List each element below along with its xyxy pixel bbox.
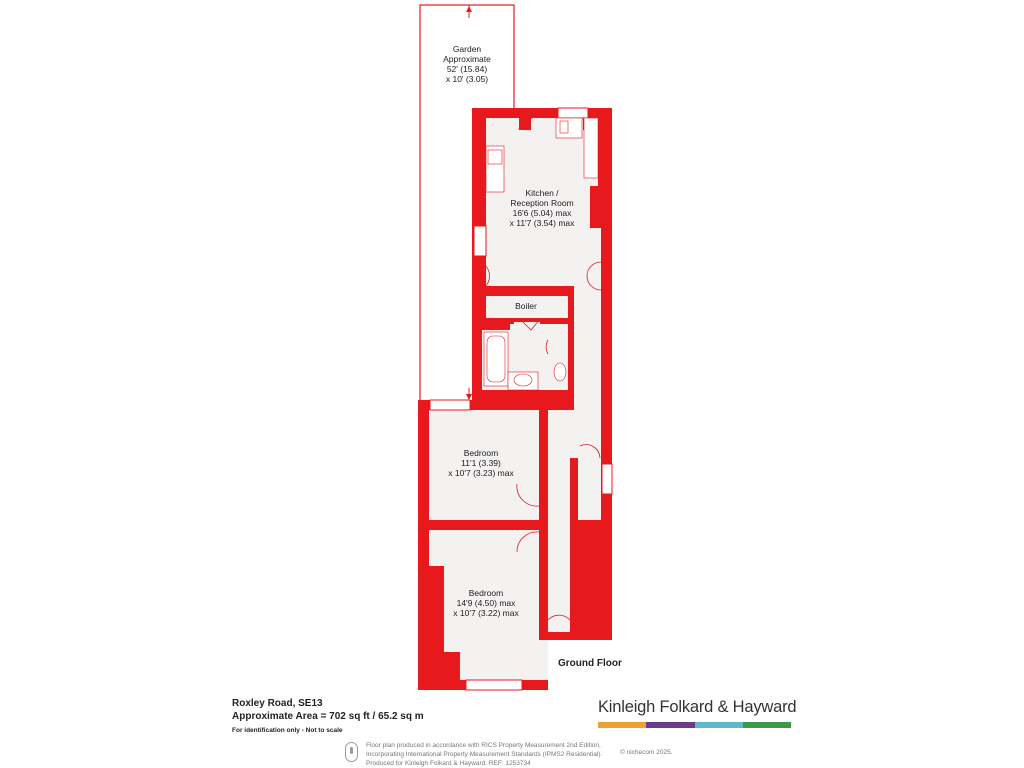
legal-line-3: Produced for Kinleigh Folkard & Hayward. REF: 1253734 [366, 760, 531, 767]
bedroom1-label [429, 448, 533, 478]
legal-line-1: Floor plan produced in accordance with RICS Property Measurement 2nd Edition, [366, 742, 601, 749]
wc-icon [554, 363, 566, 381]
brand-logo: Kinleigh Folkard & Hayward [598, 698, 797, 716]
kitchen-length: 16'6 (5.04) max [512, 208, 572, 218]
sink-icon [560, 121, 568, 133]
ipms-seal-icon [345, 742, 358, 762]
brand-bar-segment-blue [695, 722, 743, 728]
legal-line-2: Incorporating International Property Measurement Standards (IPMS2 Residential). [366, 751, 603, 758]
disclaimer: For identification only - Not to scale [232, 727, 343, 734]
bedroom2-name: Bedroom [468, 588, 504, 598]
kitchen-name-2: Reception Room [510, 198, 574, 208]
bedroom1-width: x 10'7 (3.23) max [448, 468, 514, 478]
kitchen-name: Kitchen / [525, 188, 559, 198]
garden-width: x 10' (3.05) [445, 74, 489, 84]
bedroom2-width: x 10'7 (3.22) max [453, 608, 519, 618]
hob-icon [488, 150, 502, 164]
garden-approx: Approximate [443, 54, 491, 64]
legal-notice [366, 741, 602, 768]
property-address: Roxley Road, SE13 [232, 698, 323, 709]
brand-bar-segment-purple [646, 722, 694, 728]
brand-bar-segment-orange [598, 722, 646, 728]
bedroom2-length: 14'9 (4.50) max [456, 598, 516, 608]
property-info [232, 697, 424, 737]
boiler-name: Boiler [515, 301, 537, 311]
bedroom1-length: 11'1 (3.39) [461, 458, 501, 468]
kitchen-label [486, 188, 598, 228]
garden-length: 52' (15.84) [446, 64, 488, 74]
brand-color-bar [598, 722, 791, 728]
copyright: © nichecom 2025. [620, 749, 673, 756]
bedroom2-label [434, 588, 538, 618]
brand-bar-segment-green [743, 722, 791, 728]
property-area: Approximate Area = 702 sq ft / 65.2 sq m [232, 711, 424, 722]
garden-label [420, 44, 514, 84]
boiler-label [496, 301, 556, 311]
bedroom1-name: Bedroom [463, 448, 499, 458]
kitchen-width: x 11'7 (3.54) max [509, 218, 575, 228]
garden-name: Garden [452, 44, 482, 54]
floor-label: Ground Floor [558, 658, 622, 669]
